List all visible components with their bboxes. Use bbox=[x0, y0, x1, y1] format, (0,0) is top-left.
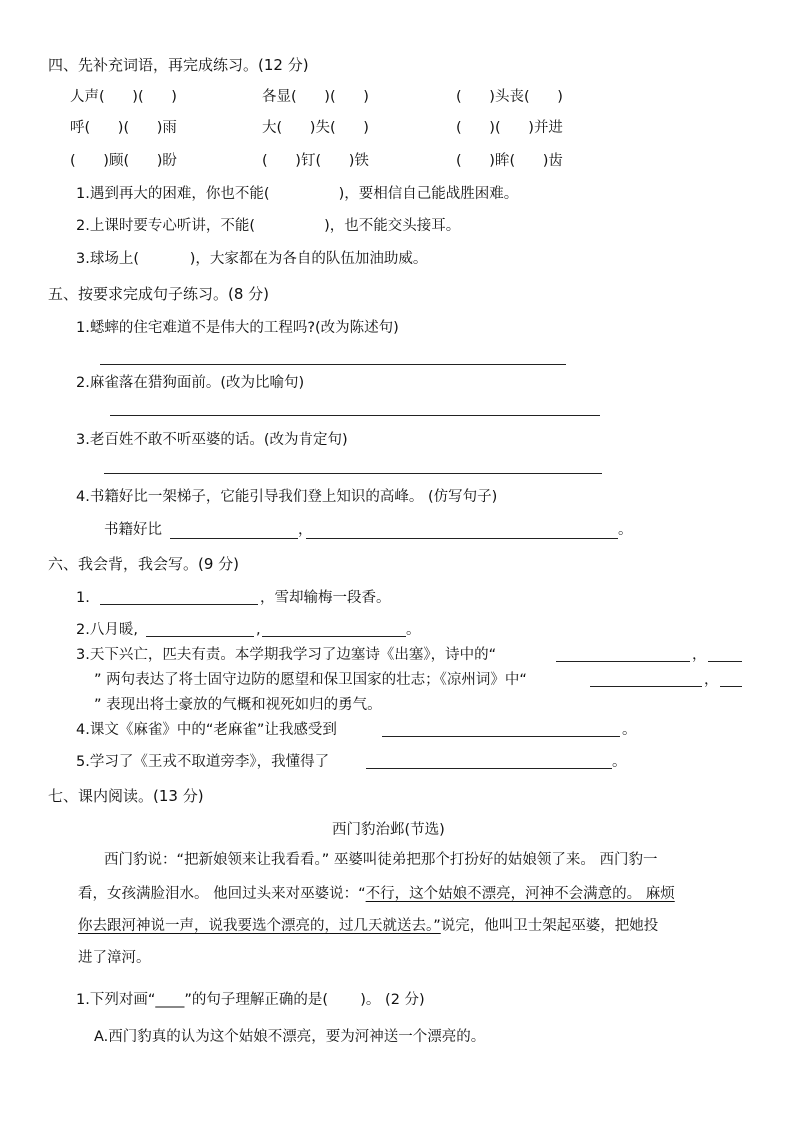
idiom-item: ( )头丧( ) bbox=[456, 89, 563, 105]
passage-text bbox=[78, 884, 675, 904]
idiom-item: ( )钉( )铁 bbox=[262, 153, 369, 169]
underlined-sentence: 你去跟河神说一声，说我要选个漂亮的，过几天就送去。” bbox=[78, 918, 441, 934]
question: 2.上课时要专心听讲，不能( )，也不能交头接耳。 bbox=[76, 218, 461, 234]
passage-text-plain: 看，女孩满脸泪水。 他回过头来对巫婆说：“ bbox=[78, 886, 366, 902]
answer-line[interactable] bbox=[170, 538, 298, 539]
punct: ， bbox=[298, 522, 313, 538]
answer-line[interactable] bbox=[262, 636, 406, 637]
passage-title: 西门豹治邺(节选) bbox=[332, 822, 445, 838]
option-a[interactable]: A.西门豹真的认为这个姑娘不漂亮，要为河神送一个漂亮的。 bbox=[94, 1029, 486, 1045]
question: 2.麻雀落在猎狗面前。(改为比喻句) bbox=[76, 375, 305, 391]
question: 1.蟋蟀的住宅难道不是伟大的工程吗?(改为陈述句) bbox=[76, 320, 399, 336]
punct: 。 bbox=[622, 722, 637, 738]
question: 3.天下兴亡，匹夫有责。本学期我学习了边塞诗《出塞》，诗中的“ bbox=[76, 647, 497, 663]
answer-line[interactable] bbox=[590, 686, 702, 687]
idiom-item: ( )( )并进 bbox=[456, 120, 563, 136]
section-6-heading: 六、我会背，我会写。(9 分) bbox=[48, 555, 240, 573]
punct: 。 bbox=[612, 754, 627, 770]
answer-line[interactable] bbox=[720, 686, 742, 687]
question: 3.老百姓不敢不听巫婆的话。(改为肯定句) bbox=[76, 432, 348, 448]
punct: ， bbox=[704, 672, 719, 688]
punct: , bbox=[256, 622, 261, 638]
question: ，雪却输梅一段香。 bbox=[260, 590, 391, 606]
question: ” 两句表达了将士固守边防的愿望和保卫国家的壮志；《凉州词》中“ bbox=[94, 672, 527, 688]
q-number: 1. bbox=[76, 590, 90, 606]
question: 3.球场上( )，大家都在为各自的队伍加油助威。 bbox=[76, 251, 428, 267]
answer-line[interactable] bbox=[110, 415, 600, 416]
question: 4.书籍好比一架梯子，它能引导我们登上知识的高峰。 (仿写句子) bbox=[76, 489, 498, 505]
idiom-item: 大( )失( ) bbox=[262, 120, 369, 136]
answer-line[interactable] bbox=[382, 736, 620, 737]
answer-line[interactable] bbox=[708, 661, 742, 662]
question: 1.下列对画“____”的句子理解正确的是( )。 (2 分) bbox=[76, 992, 425, 1008]
question: 5.学习了《王戎不取道旁李》，我懂得了 bbox=[76, 754, 330, 770]
answer-line[interactable] bbox=[104, 473, 602, 474]
answer-line[interactable] bbox=[100, 364, 566, 365]
answer-line[interactable] bbox=[306, 538, 618, 539]
answer-line[interactable] bbox=[556, 661, 690, 662]
question: 2.八月暖, bbox=[76, 622, 138, 638]
answer-line[interactable] bbox=[100, 604, 258, 605]
idiom-item: 人声( )( ) bbox=[70, 89, 177, 105]
idiom-item: ( )眸( )齿 bbox=[456, 153, 563, 169]
punct: ， bbox=[692, 647, 707, 663]
punct: 。 bbox=[406, 622, 421, 638]
question: ” 表现出将士豪放的气概和视死如归的勇气。 bbox=[94, 697, 382, 713]
section-4-heading: 四、先补充词语，再完成练习。(12 分) bbox=[48, 56, 309, 74]
question: 4.课文《麻雀》中的“老麻雀”让我感受到 bbox=[76, 722, 337, 738]
passage-text bbox=[78, 916, 658, 936]
punct: 。 bbox=[618, 522, 633, 538]
idiom-item: 各显( )( ) bbox=[262, 89, 369, 105]
fill-prefix: 书籍好比 bbox=[104, 522, 162, 538]
idiom-item: 呼( )( )雨 bbox=[70, 120, 177, 136]
passage-text: 进了漳河。 bbox=[78, 950, 151, 966]
section-5-heading: 五、按要求完成句子练习。(8 分) bbox=[48, 285, 270, 303]
underlined-sentence: 不行，这个姑娘不漂亮，河神不会满意的。 麻烦 bbox=[365, 886, 675, 902]
passage-text: 西门豹说：“把新娘领来让我看看。” 巫婆叫徒弟把那个打扮好的姑娘领了来。 西门豹一 bbox=[104, 852, 658, 868]
idiom-item: ( )顾( )盼 bbox=[70, 153, 177, 169]
question: 1.遇到再大的困难，你也不能( )，要相信自己能战胜困难。 bbox=[76, 186, 519, 202]
section-7-heading: 七、课内阅读。(13 分) bbox=[48, 787, 204, 805]
passage-text-plain: 说完，他叫卫士架起巫婆，把她投 bbox=[440, 918, 659, 934]
answer-line[interactable] bbox=[146, 636, 254, 637]
answer-line[interactable] bbox=[366, 768, 612, 769]
